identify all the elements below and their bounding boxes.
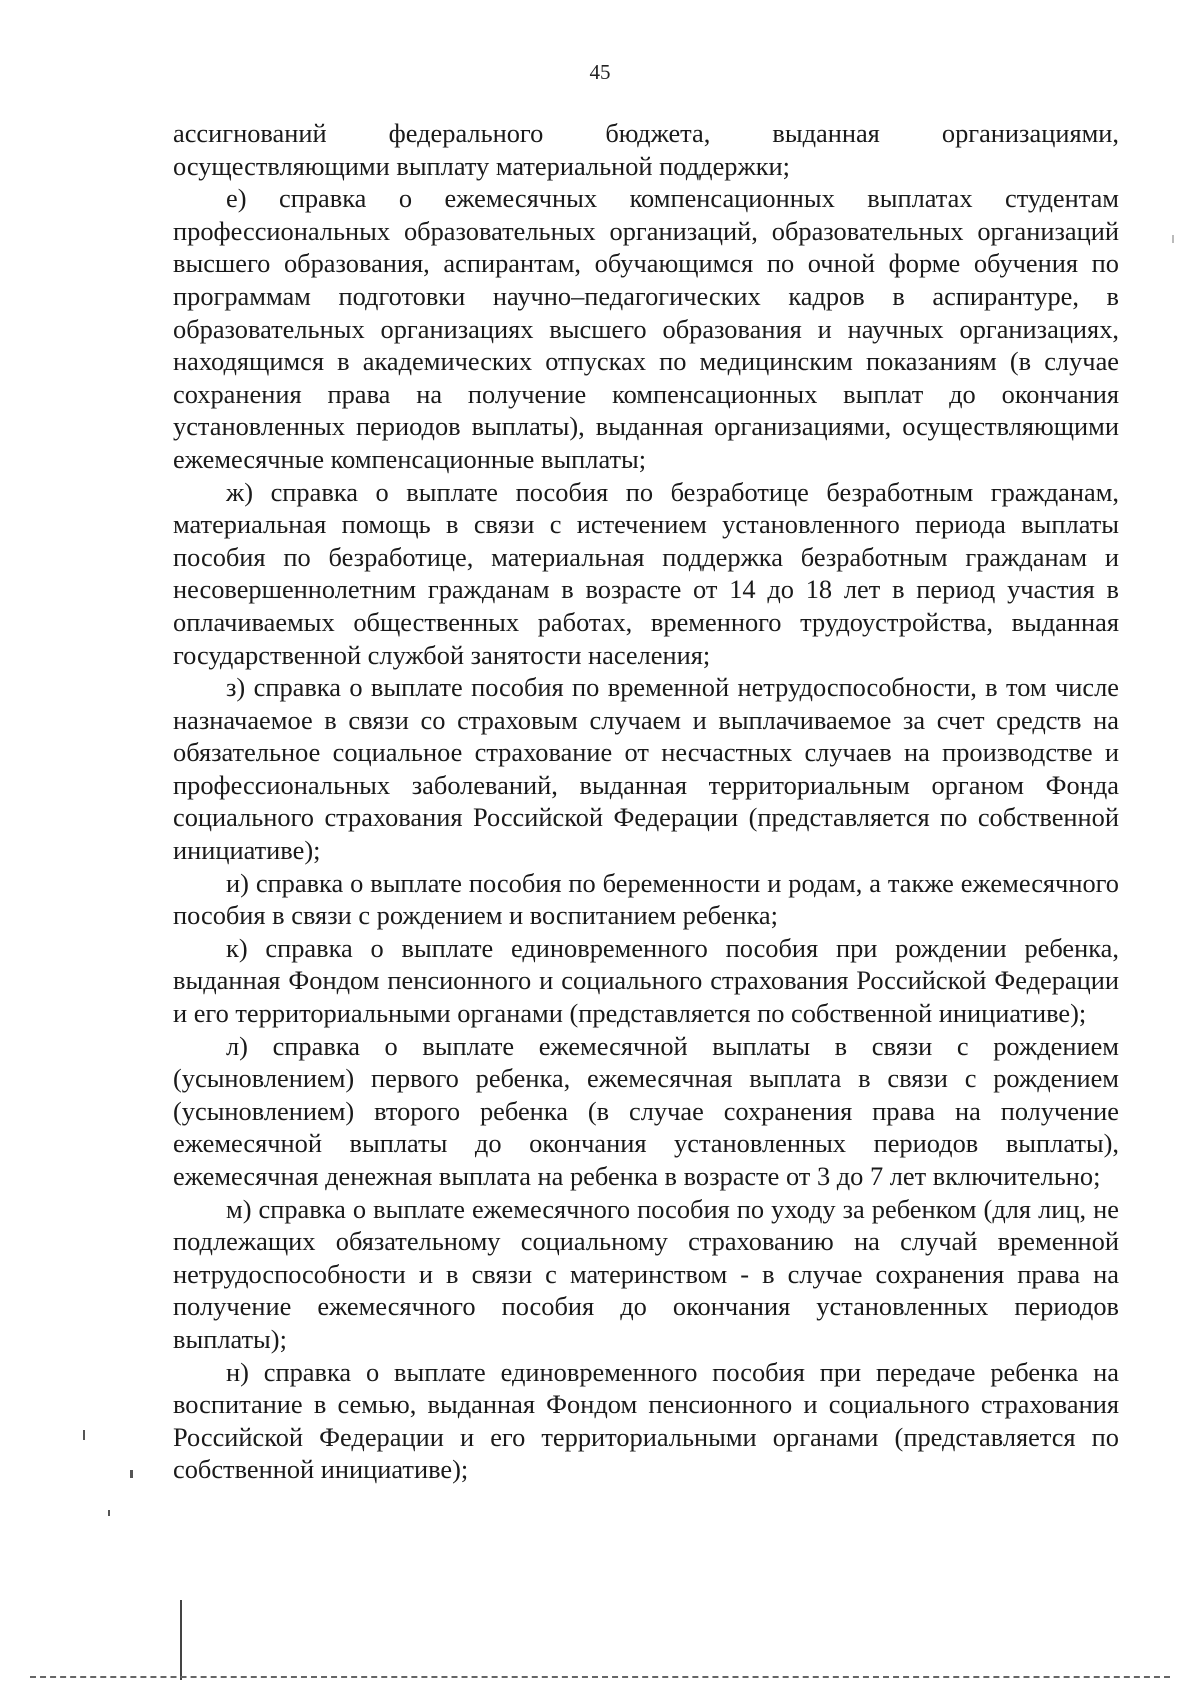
paragraph-item-l: л) справка о выплате ежемесячной выплаты в связи с рождением (усыновлением) первого ребенка, ежемесячная выплата в связи с рождением (усыновлением) второго ребенка (в случае сохранения права на получение ежемесячной выплаты до окончания установленных периодов выплаты), ежемесячная денежная выплата на ребенка в возрасте от 3 до 7 лет включительно; <box>173 1030 1119 1191</box>
paragraph-continuation: ассигнований федерального бюджета, выданная организациями, осуществляющими выплату материальной поддержки; <box>173 118 1119 181</box>
body-text <box>173 117 1119 1486</box>
scan-bottom-dashed-line <box>30 1676 1170 1678</box>
paragraph-item-n: н) справка о выплате единовременного пособия при передаче ребенка на воспитание в семью, выданная Фондом пенсионного и социального страхования Российской Федерации и его территориальными органами (представляется по собственной инициативе); <box>173 1356 1119 1485</box>
scan-margin-line <box>180 1600 182 1680</box>
scan-speck <box>130 1470 133 1478</box>
paragraph-item-i: и) справка о выплате пособия по беременности и родам, а также ежемесячного пособия в связи с рождением и воспитанием ребенка; <box>173 867 1119 931</box>
paragraph-item-z: з) справка о выплате пособия по временной нетрудоспособности, в том числе назначаемое в связи со страховым случаем и выплачиваемое за счет средств на обязательное социальное страхование от несчастных случаев на производстве и профессиональных заболеваний, выданная территориальным органом Фонда социального страхования Российской Федерации (представляется по собственной инициативе); <box>173 672 1119 866</box>
paragraph-item-zh: ж) справка о выплате пособия по безработице безработным гражданам, материальная помощь в связи с истечением установленного периода выплаты пособия по безработице, материальная поддержка безработным гражданам и несовершеннолетним гражданам в возрасте от 14 до 18 лет в период участия в оплачиваемых общественных работах, временного трудоустройства, выданная государственной службой занятости населения; <box>173 476 1119 670</box>
paragraph-item-m: м) справка о выплате ежемесячного пособия по уходу за ребенком (для лиц, не подлежащих обязательному социальному страхованию на случай временной нетрудоспособности и в связи с материнством - в случае сохранения права на получение ежемесячного пособия до окончания установленных периодов выплаты); <box>173 1193 1119 1354</box>
scan-speck <box>108 1510 110 1516</box>
paragraph-item-k: к) справка о выплате единовременного пособия при рождении ребенка, выданная Фондом пенсионного и социального страхования Российской Федерации и его территориальными органами (представляется по собственной инициативе); <box>173 932 1119 1029</box>
scan-speck <box>1172 235 1174 243</box>
scan-speck <box>83 1430 85 1440</box>
paragraph-item-e: е) справка о ежемесячных компенсационных выплатах студентам профессиональных образовательных организаций, образовательных организаций высшего образования, аспирантам, обучающимся по очной форме обучения по программам подготовки научно–педагогических кадров в аспирантуре, в образовательных организациях высшего образования и научных организациях, находящимся в академических отпусках по медицинским показаниям (в случае сохранения права на получение компенсационных выплат до окончания установленных периодов выплаты), выданная организациями, осуществляющими ежемесячные компенсационные выплаты; <box>173 183 1119 474</box>
page-number: 45 <box>589 60 611 84</box>
